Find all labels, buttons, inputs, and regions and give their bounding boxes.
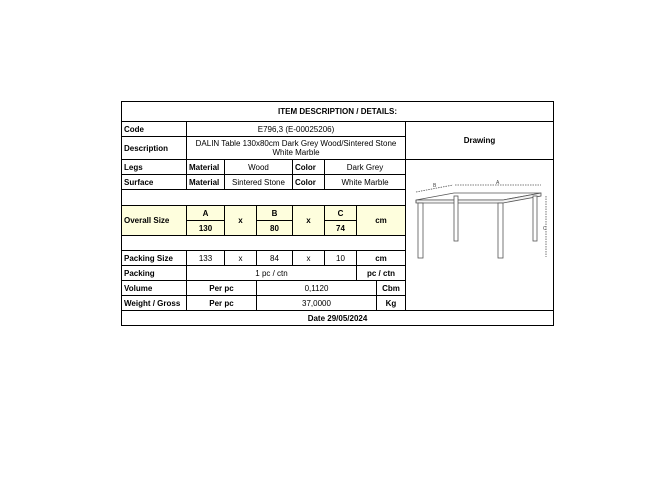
packing-size-label: Packing Size [122, 251, 187, 266]
weight-unit: Kg [377, 296, 406, 311]
legs-label: Legs [122, 160, 187, 175]
packing-size-c: 10 [325, 251, 357, 266]
weight-label: Weight / Gross [122, 296, 187, 311]
overall-size-c: 74 [325, 221, 357, 236]
overall-size-unit: cm [357, 206, 406, 236]
overall-size-c-label: C [325, 206, 357, 221]
surface-color-label: Color [293, 175, 325, 190]
surface-label: Surface [122, 175, 187, 190]
description-line-2: White Marble [272, 148, 320, 157]
packing-value: 1 pc / ctn [187, 266, 357, 281]
packing-unit: pc / ctn [357, 266, 406, 281]
sheet-title: ITEM DESCRIPTION / DETAILS: [122, 102, 553, 122]
legs-material: Wood [225, 160, 293, 175]
overall-size-b-label: B [257, 206, 293, 221]
packing-label: Packing [122, 266, 187, 281]
dim-label-c: C [543, 225, 547, 232]
volume-value: 0,1120 [257, 281, 377, 296]
legs-color: Dark Grey [325, 160, 406, 175]
overall-size-a-label: A [187, 206, 225, 221]
surface-color: White Marble [325, 175, 406, 190]
overall-size-b: 80 [257, 221, 293, 236]
overall-size-label: Overall Size [122, 206, 187, 236]
spacer-row-1 [122, 190, 406, 206]
item-details-sheet [121, 101, 554, 326]
code-value: E796,3 (E-00025206) [187, 122, 406, 137]
legs-material-label: Material [187, 160, 225, 175]
overall-size-x1: x [225, 206, 257, 236]
drawing-label: Drawing [406, 122, 553, 160]
packing-size-a: 133 [187, 251, 225, 266]
packing-size-x1: x [225, 251, 257, 266]
packing-size-x2: x [293, 251, 325, 266]
spacer-row-2 [122, 236, 406, 251]
volume-label: Volume [122, 281, 187, 296]
weight-value: 37,0000 [257, 296, 377, 311]
code-label: Code [122, 122, 187, 137]
footer-date: Date 29/05/2024 [307, 313, 368, 323]
volume-per: Per pc [187, 281, 257, 296]
surface-material-label: Material [187, 175, 225, 190]
description-line-1: DALIN Table 130x80cm Dark Grey Wood/Sintered Stone [195, 139, 397, 148]
volume-unit: Cbm [377, 281, 406, 296]
overall-size-a: 130 [187, 221, 225, 236]
legs-color-label: Color [293, 160, 325, 175]
weight-per: Per pc [187, 296, 257, 311]
dim-label-a: A [496, 179, 500, 186]
table-drawing [406, 160, 553, 311]
description-label: Description [122, 137, 187, 160]
overall-size-x2: x [293, 206, 325, 236]
drawing-area [406, 160, 553, 311]
description-value [187, 137, 406, 160]
surface-material: Sintered Stone [225, 175, 293, 190]
packing-size-unit: cm [357, 251, 406, 266]
dim-label-b: B [433, 182, 437, 189]
packing-size-b: 84 [257, 251, 293, 266]
